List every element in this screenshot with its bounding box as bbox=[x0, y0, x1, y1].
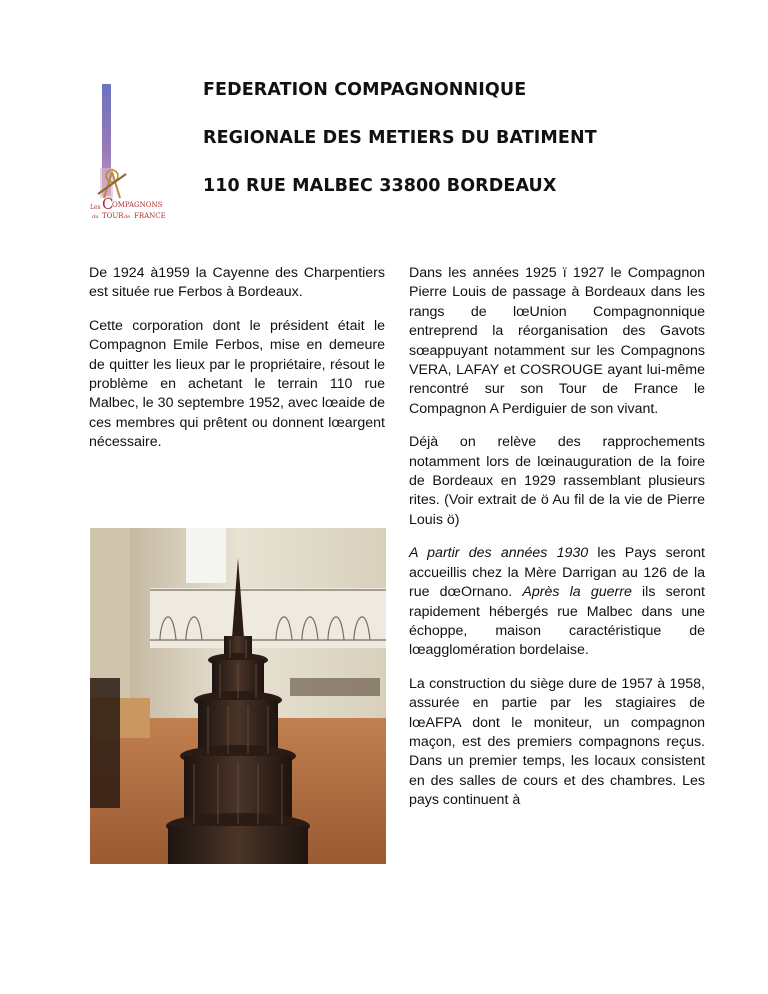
logo-text-tour: TOUR bbox=[102, 212, 124, 220]
left-paragraph-1: De 1924 à1959 la Cayenne des Charpentiers est située rue Ferbos à Bordeaux. bbox=[89, 265, 385, 301]
logo-text-de: de bbox=[124, 214, 131, 220]
text-heberges: ils seront rapidement hébergés rue Malbec dans une échoppe, maison caractéristique de lœagglomération bordelaise. bbox=[409, 584, 706, 659]
svg-text:C: C bbox=[102, 195, 114, 213]
right-column bbox=[409, 264, 705, 825]
logo-text-compagnons: OMPAGNONS bbox=[112, 201, 163, 209]
logo-text-france: FRANCE bbox=[134, 212, 166, 220]
header-federation: FEDERATION COMPAGNONNIQUE bbox=[203, 80, 527, 100]
right-paragraph-2: Déjà on relève des rapprochements notamment lors de lœinauguration de la foire de Bordeaux en 1929 rassemblant plusieurs rites. (Voir extrait de ö Au fil de la vie de Pierre Louis ö) bbox=[409, 434, 705, 528]
left-paragraph-2: Cette corporation dont le président était le Compagnon Emile Ferbos, mise en demeure de quitter les lieux par le propriétaire, résout le problème en achetant le terrain 110 rue Malbec, le 30 septembre 1952, avec lœaide de ces membres qui prêtent ou donnent lœargent nécessaire. bbox=[89, 317, 385, 451]
logo-text-du: du bbox=[92, 214, 99, 220]
header-address: 110 RUE MALBEC 33800 BORDEAUX bbox=[203, 176, 557, 196]
italic-apres-guerre: Après la guerre bbox=[522, 584, 632, 601]
left-column bbox=[89, 264, 385, 467]
right-paragraph-1: Dans les années 1925 ï 1927 le Compagnon Pierre Louis de passage à Bordeaux dans les rangs de lœUnion Compagnonnique entreprend la réorganisation des Gavots sœappuyant notamment sur les Compagnons VERA, LAFAY et COSROUGE ayant lui-même rencontré sur son Tour de France le Compagnon A Perdiguier de son vivant. bbox=[409, 265, 705, 417]
header-regionale: REGIONALE DES METIERS DU BATIMENT bbox=[203, 128, 597, 148]
compagnons-logo bbox=[82, 76, 178, 226]
right-paragraph-3 bbox=[409, 544, 705, 660]
right-paragraph-4: La construction du siège dure de 1957 à 1958, assurée en partie par les stagiaires de lœAFPA dont le moniteur, un compagnon maçon, est des premiers compagnons reçus. Dans un premier temps, les locaux consistent en des salles de cours et des chambres. Les pays continuent à bbox=[409, 675, 705, 809]
text-pays-accueillis: les Pays seront accueillis chez la Mère Darrigan au 126 de la rue dœOrnano. bbox=[409, 545, 705, 601]
tower-masterpiece-photo bbox=[90, 528, 386, 864]
italic-period-1930: A partir des années 1930 bbox=[409, 545, 589, 562]
logo-text-les: Les bbox=[90, 204, 101, 211]
document-header bbox=[203, 78, 723, 222]
